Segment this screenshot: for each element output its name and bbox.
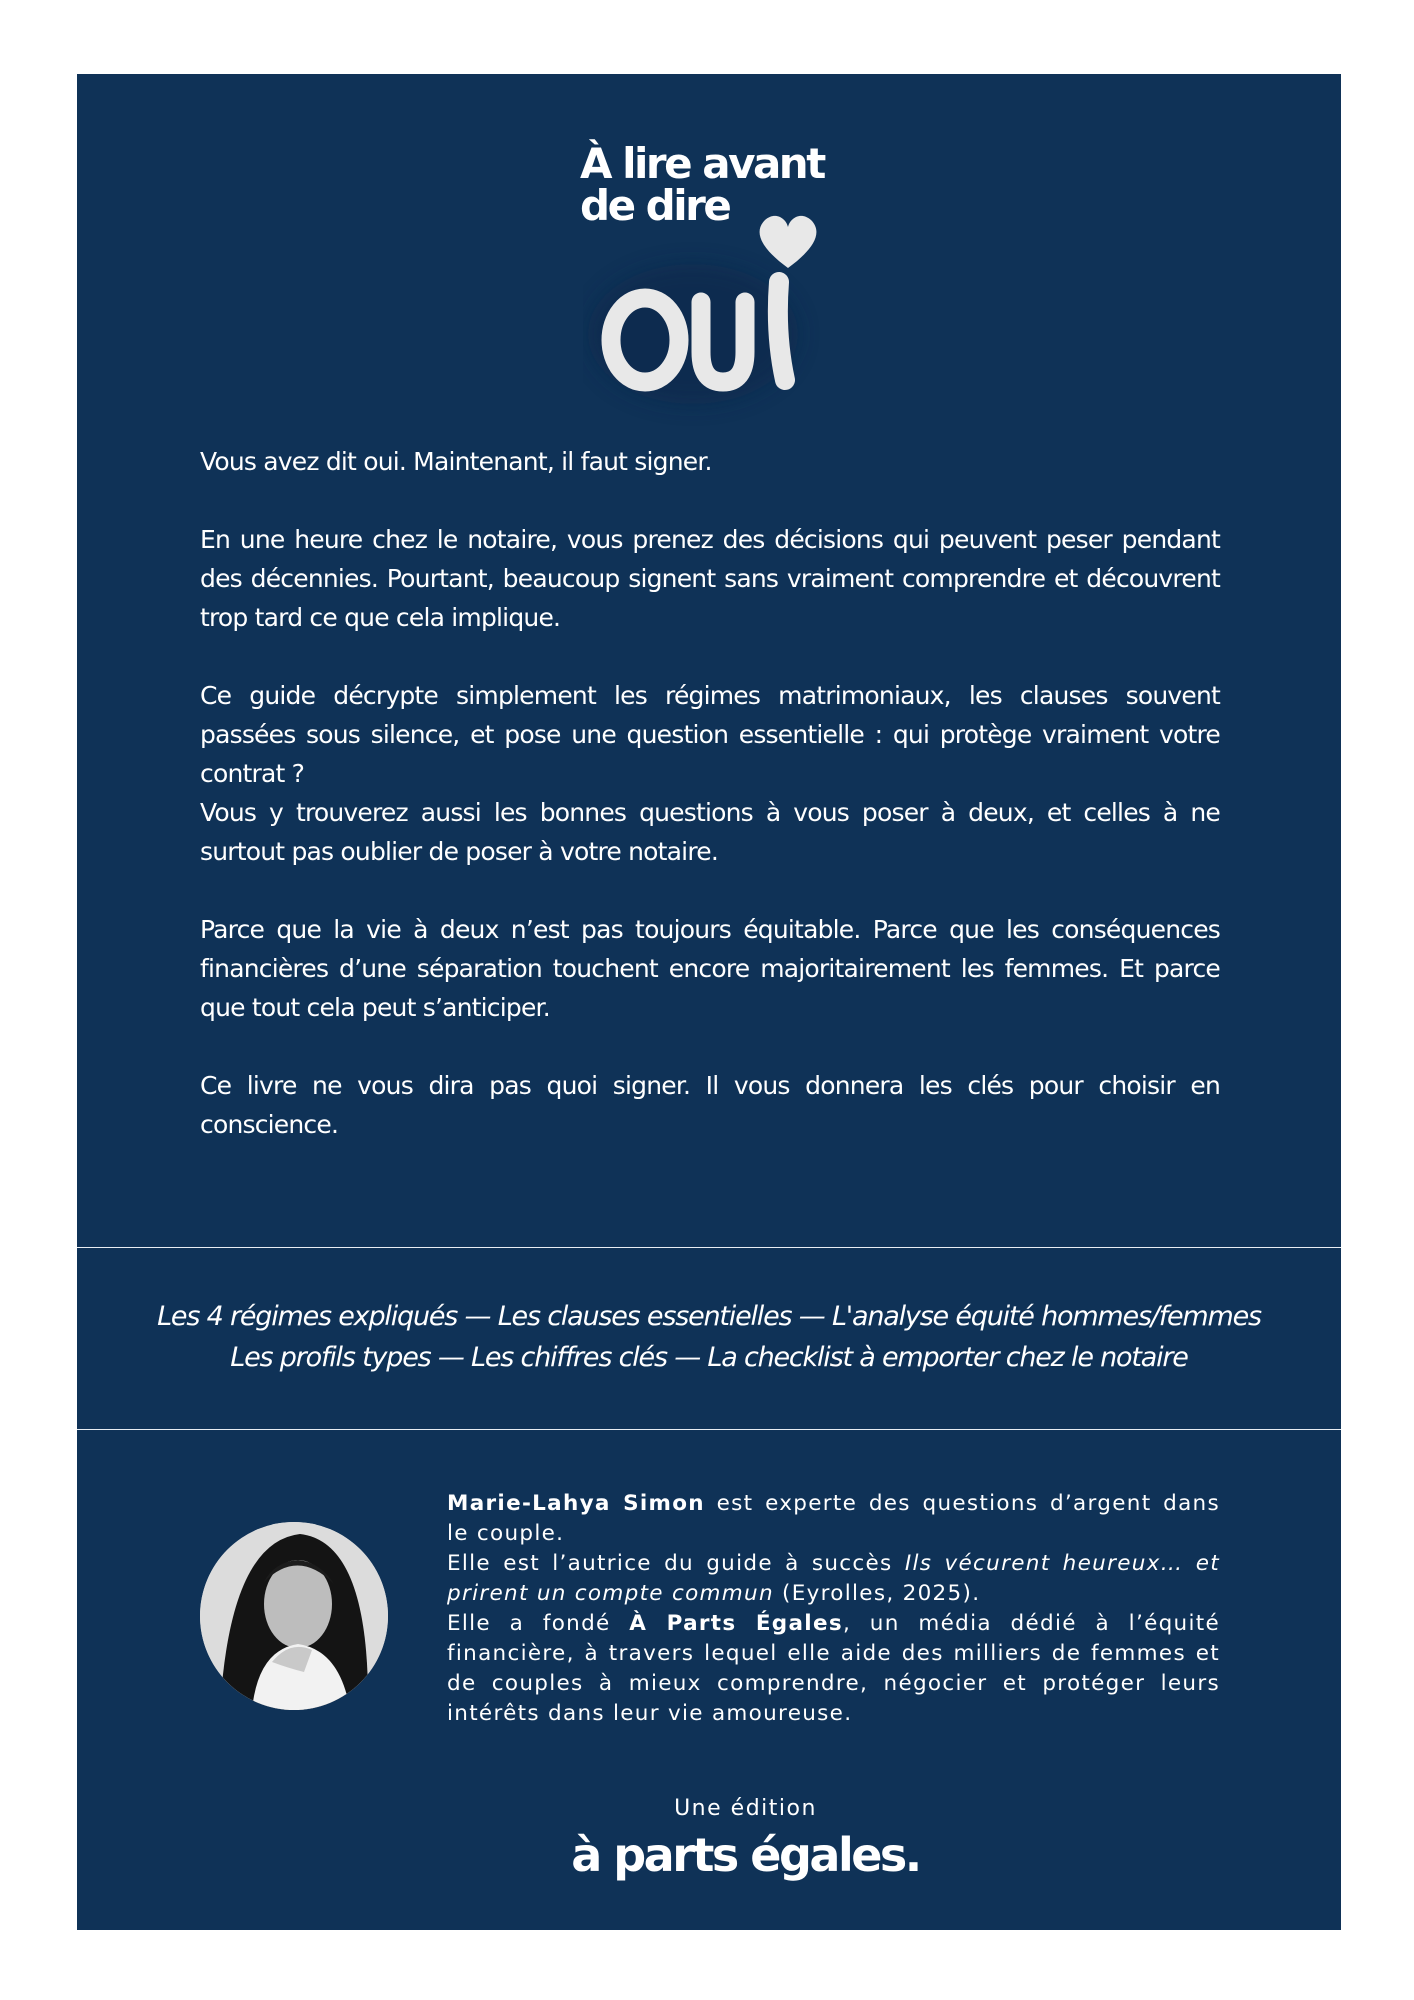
intro-paragraph-5: Parce que la vie à deux n’est pas toujours équitable. Parce que les conséquences financières d’une séparation touchent encore majoritairement les femmes. Et parce que tout cela peut s’anticiper. <box>200 915 1220 1022</box>
intro-paragraph-6: Ce livre ne vous dira pas quoi signer. Il vous donnera les clés pour choisir en conscience. <box>200 1071 1220 1139</box>
author-photo-avatar <box>200 1522 388 1710</box>
logo-line-1: À lire avant <box>580 139 824 188</box>
features-line-1: Les 4 régimes expliqués — Les clauses essentielles — L'analyse équité hommes/femmes <box>157 1301 1261 1332</box>
author-media-name: À Parts Égales <box>629 1611 843 1636</box>
author-portrait-icon <box>200 1522 388 1710</box>
logo-line-2: de dire <box>580 181 730 230</box>
author-bio-1-text: est experte des questions d’argent dans le couple. <box>447 1491 1220 1546</box>
author-bio-paragraph-2 <box>447 1549 1220 1609</box>
features-line-2: Les profils types — Les chiffres clés — La checklist à emporter chez le notaire <box>230 1342 1188 1373</box>
book-logo <box>77 74 1341 414</box>
intro-paragraph-1: Vous avez dit oui. Maintenant, il faut signer. <box>200 447 712 476</box>
author-name: Marie-Lahya Simon <box>447 1491 705 1516</box>
author-book-title: Ils vécurent heureux… et prirent un compte commun <box>447 1551 1221 1606</box>
oui-heart-logo-icon <box>583 194 843 444</box>
intro-paragraph-4: Vous y trouverez aussi les bonnes questions à vous poser à deux, et celles à ne surtout pas oublier de poser à votre notaire. <box>200 798 1220 866</box>
author-bio-3-start: Elle a fondé <box>447 1611 630 1636</box>
author-bio-paragraph-1 <box>447 1489 1220 1549</box>
back-cover-description <box>200 442 1220 1183</box>
divider-bottom <box>77 1429 1341 1430</box>
back-cover <box>77 74 1341 1930</box>
intro-paragraph-2: En une heure chez le notaire, vous prenez des décisions qui peuvent peser pendant des décennies. Pourtant, beaucoup signent sans vraiment comprendre et découvrent trop tard ce que cela implique. <box>200 525 1220 632</box>
divider-top <box>77 1247 1341 1248</box>
intro-paragraph-3: Ce guide décrypte simplement les régimes matrimoniaux, les clauses souvent passées sous silence, et pose une question essentielle : qui protège vraiment votre contrat ? <box>200 681 1220 788</box>
publisher-brand: à parts égales. <box>571 1828 920 1882</box>
author-bio-2-end: (Eyrolles, 2025). <box>773 1581 981 1606</box>
edition-label: Une édition <box>674 1796 817 1821</box>
author-bio-paragraph-3 <box>447 1609 1220 1729</box>
author-bio <box>447 1489 1220 1729</box>
author-bio-3-end: , un média dédié à l’équité financière, à travers lequel elle aide des milliers de femmes et de couples à mieux comprendre, négocier et protéger leurs intérêts dans leur vie amoureuse. <box>447 1611 1221 1726</box>
author-bio-2-start: Elle est l’autrice du guide à succès <box>447 1551 905 1576</box>
features-list <box>77 1296 1341 1378</box>
